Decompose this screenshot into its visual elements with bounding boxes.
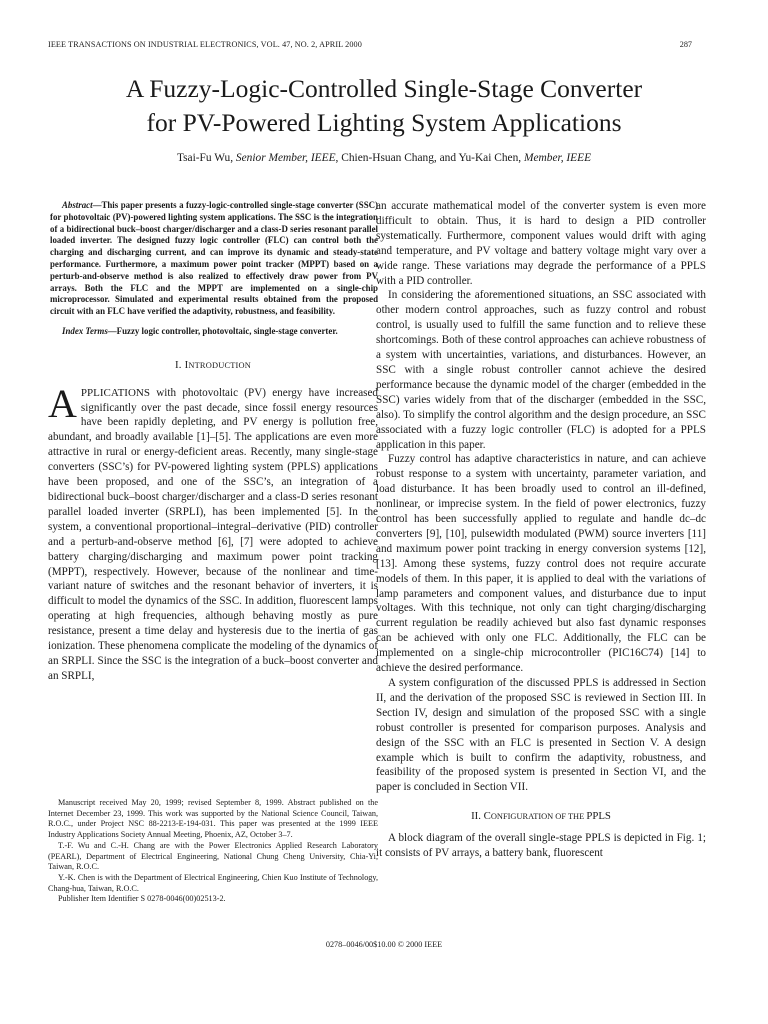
index-terms-text: —Fuzzy logic controller, photovoltaic, single-stage converter. xyxy=(107,325,338,336)
author-line xyxy=(0,152,768,164)
paragraph: Fuzzy control has adaptive characteristics in nature, and can achieve robust response to a system with uncertainty, parameter variation, and load disturbance. It has been broadly used to control an ill-defined, nonlinear, or imprecise system. In the field of power electronics, fuzzy control has been successfully applied to regulate and handle dc–dc converters [9], [10], pulsewidth modulated (PWM) source inverters [11] and maximum power point tracking in energy conversion systems [12], [13]. Among these systems, fuzzy control does not require accurate models of them. In this paper, it is applied to deal with the variations of lamp parameters and component values, and disturbance due to input voltages. With this technique, not only can tight charging/discharging current regulation be readily achieved but also fast dynamic responses can be achieved with only one FLC. Additionally, the FLC can be implemented on a single-chip microcontroller (PIC16C74) [14] to achieve the desired performance. xyxy=(376,453,706,675)
intro-text: with photovoltaic (PV) energy have increased significantly over the past decade, since fossil energy resources have been rapidly depleting, and PV energy is pollution free, abundant, and broadly available [1]–[5]. The applications are even more attractive in rural or energy-deficient areas. Recently, many single-stage converters (SSC’s) for PV-powered lighting system (PPLS) applications have been proposed, and one of the SSC’s, an integration of a bidirectional buck–boost charger/discharger and a class-D series resonant parallel loaded inverter (SRPLI), has been implemented [5]. In the system, a conventional proportional–integral–derivative (PID) controller and a perturb-and-observe method [6], [7] were adopted to achieve battery charging/discharging and maximum power point tracking (MPPT), respectively. However, because of the nonlinear and time-variant nature of switches and the resonant behavior of inverters, it is difficult to model the dynamics of the SSC. In addition, fluorescent lamps operating at high frequencies, although behaving mostly as pure resistance, present a time delay and hysteresis due to the inertia of gas ionization. These phenomena complicate the modeling of the dynamics of an SRPLI. Since the SSC is the integration of a buck–boost converter and an SRPLI, xyxy=(48,386,378,682)
author-2-3: , Chien-Hsuan Chang, and Yu-Kai Chen, xyxy=(335,152,524,164)
footnote-affiliation-1: T.-F. Wu and C.-H. Chang are with the Power Electronics Applied Research Laboratory (PEARL), Department of Electrical Engineering, National Chung Cheng University, Chia-Yi, Taiwan, R.O.C. xyxy=(48,840,378,872)
drop-cap: A xyxy=(48,380,77,426)
copyright-line: 0278–0046/00$10.00 © 2000 IEEE xyxy=(325,940,443,949)
paragraph: In considering the aforementioned situations, an SSC associated with other modern control approaches, such as fuzzy control and robust control, is usually used to fulfill the same function and to relieve these shortcomings. Both of these control approaches can achieve robustness of a system with uncertainties, variations, and disturbances. However, an SSC with a single robust controller cannot achieve the desired performance because the dynamic model of the charger (embedded in the SSC) varies widely from that of the discharger (embedded in the SSC, also). To simplify the control algorithm and the design procedure, an SSC associated with a fuzzy logic controller (FLC) is adopted for a PPLS application in this paper. xyxy=(376,289,706,451)
abstract-text: —This paper presents a fuzzy-logic-controlled single-stage converter (SSC) for photovoltaic (PV)-powered lighting system applications. The SSC is the integration of a bidirectional buck–boost charger/discharger and a class-D series resonant parallel loaded inverter. The designed fuzzy logic controller (FLC) can control both the charging and discharging current, and can improve its dynamic and steady-state performance. Furthermore, a maximum power point tracker (MPPT) based on a perturb-and-observe method is also realized to effectively draw power from PV arrays. Both the FLC and the MPPT are implemented on a single-chip microprocessor. Simulated and experimental results obtained from the proposed circuit with an FLC have verified the adaptivity, robustness, and feasibility. xyxy=(50,200,378,317)
right-column xyxy=(376,199,706,861)
abstract-lead: Abstract xyxy=(62,200,93,210)
footnote-manuscript: Manuscript received May 20, 1999; revised September 8, 1999. Abstract published on the Internet December 23, 1999. This work was supported by the National Science Council, Taiwan, R.O.C., under Project NSC 88-2213-E-194-031. This paper was presented at the 1999 IEEE Industry Applications Society Annual Meeting, Phoenix, AZ, October 3–7. xyxy=(48,798,378,840)
paragraph: A block diagram of the overall single-stage PPLS is depicted in Fig. 1; it consists of PV arrays, a battery bank, fluorescent xyxy=(376,832,706,860)
intro-first-word: PPLICATIONS xyxy=(80,386,150,399)
index-terms xyxy=(48,326,378,338)
paper-title xyxy=(0,72,768,140)
author-3-role: Member, IEEE xyxy=(524,152,592,164)
paragraph: an accurate mathematical model of the converter system is even more difficult to obtain. Thus, it is hard to design a PID controller systematically. Furthermore, component values would drift with aging and temperature, and PV voltage and battery voltage might vary over a wide range. These variations may degrade the performance of a PPLS with a PID controller. xyxy=(376,200,706,287)
footnotes xyxy=(48,798,378,905)
footnote-publisher-id: Publisher Item Identifier S 0278-0046(00)02513-2. xyxy=(58,894,226,904)
author-1: Tsai-Fu Wu, xyxy=(176,152,236,164)
section-heading-introduction: I. INTRODUCTION xyxy=(174,358,252,371)
journal-header: IEEE TRANSACTIONS ON INDUSTRIAL ELECTRONICS, VOL. 47, NO. 2, APRIL 2000 xyxy=(48,40,362,49)
intro-paragraph xyxy=(48,380,378,684)
section-heading-configuration: II. CONFIGURATION OF THE PPLS xyxy=(471,810,611,823)
page-number: 287 xyxy=(679,40,692,49)
index-terms-lead: Index Terms xyxy=(62,325,108,336)
title-line-1: A Fuzzy-Logic-Controlled Single-Stage Converter xyxy=(125,74,643,103)
paragraph: A system configuration of the discussed PPLS is addressed in Section II, and the derivation of the proposed SSC is reviewed in Section III. In Section IV, design and simulation of the proposed SSC with a single robust controller is presented for comparison purposes. Analysis and design of the SSC with an FLC is presented in Section V. A design example which is built to confirm the adaptivity, robustness, and feasibility of the proposed system is presented in Section VI, and the paper is concluded in Section VII. xyxy=(376,677,706,794)
author-1-role: Senior Member, IEEE xyxy=(235,152,336,164)
title-line-2: for PV-Powered Lighting System Applications xyxy=(146,108,622,137)
left-column xyxy=(48,200,378,684)
abstract xyxy=(48,200,378,318)
footnote-affiliation-2: Y.-K. Chen is with the Department of Electrical Engineering, Chien Kuo Institute of Technology, Chang-hua, Taiwan, R.O.C. xyxy=(48,872,378,893)
